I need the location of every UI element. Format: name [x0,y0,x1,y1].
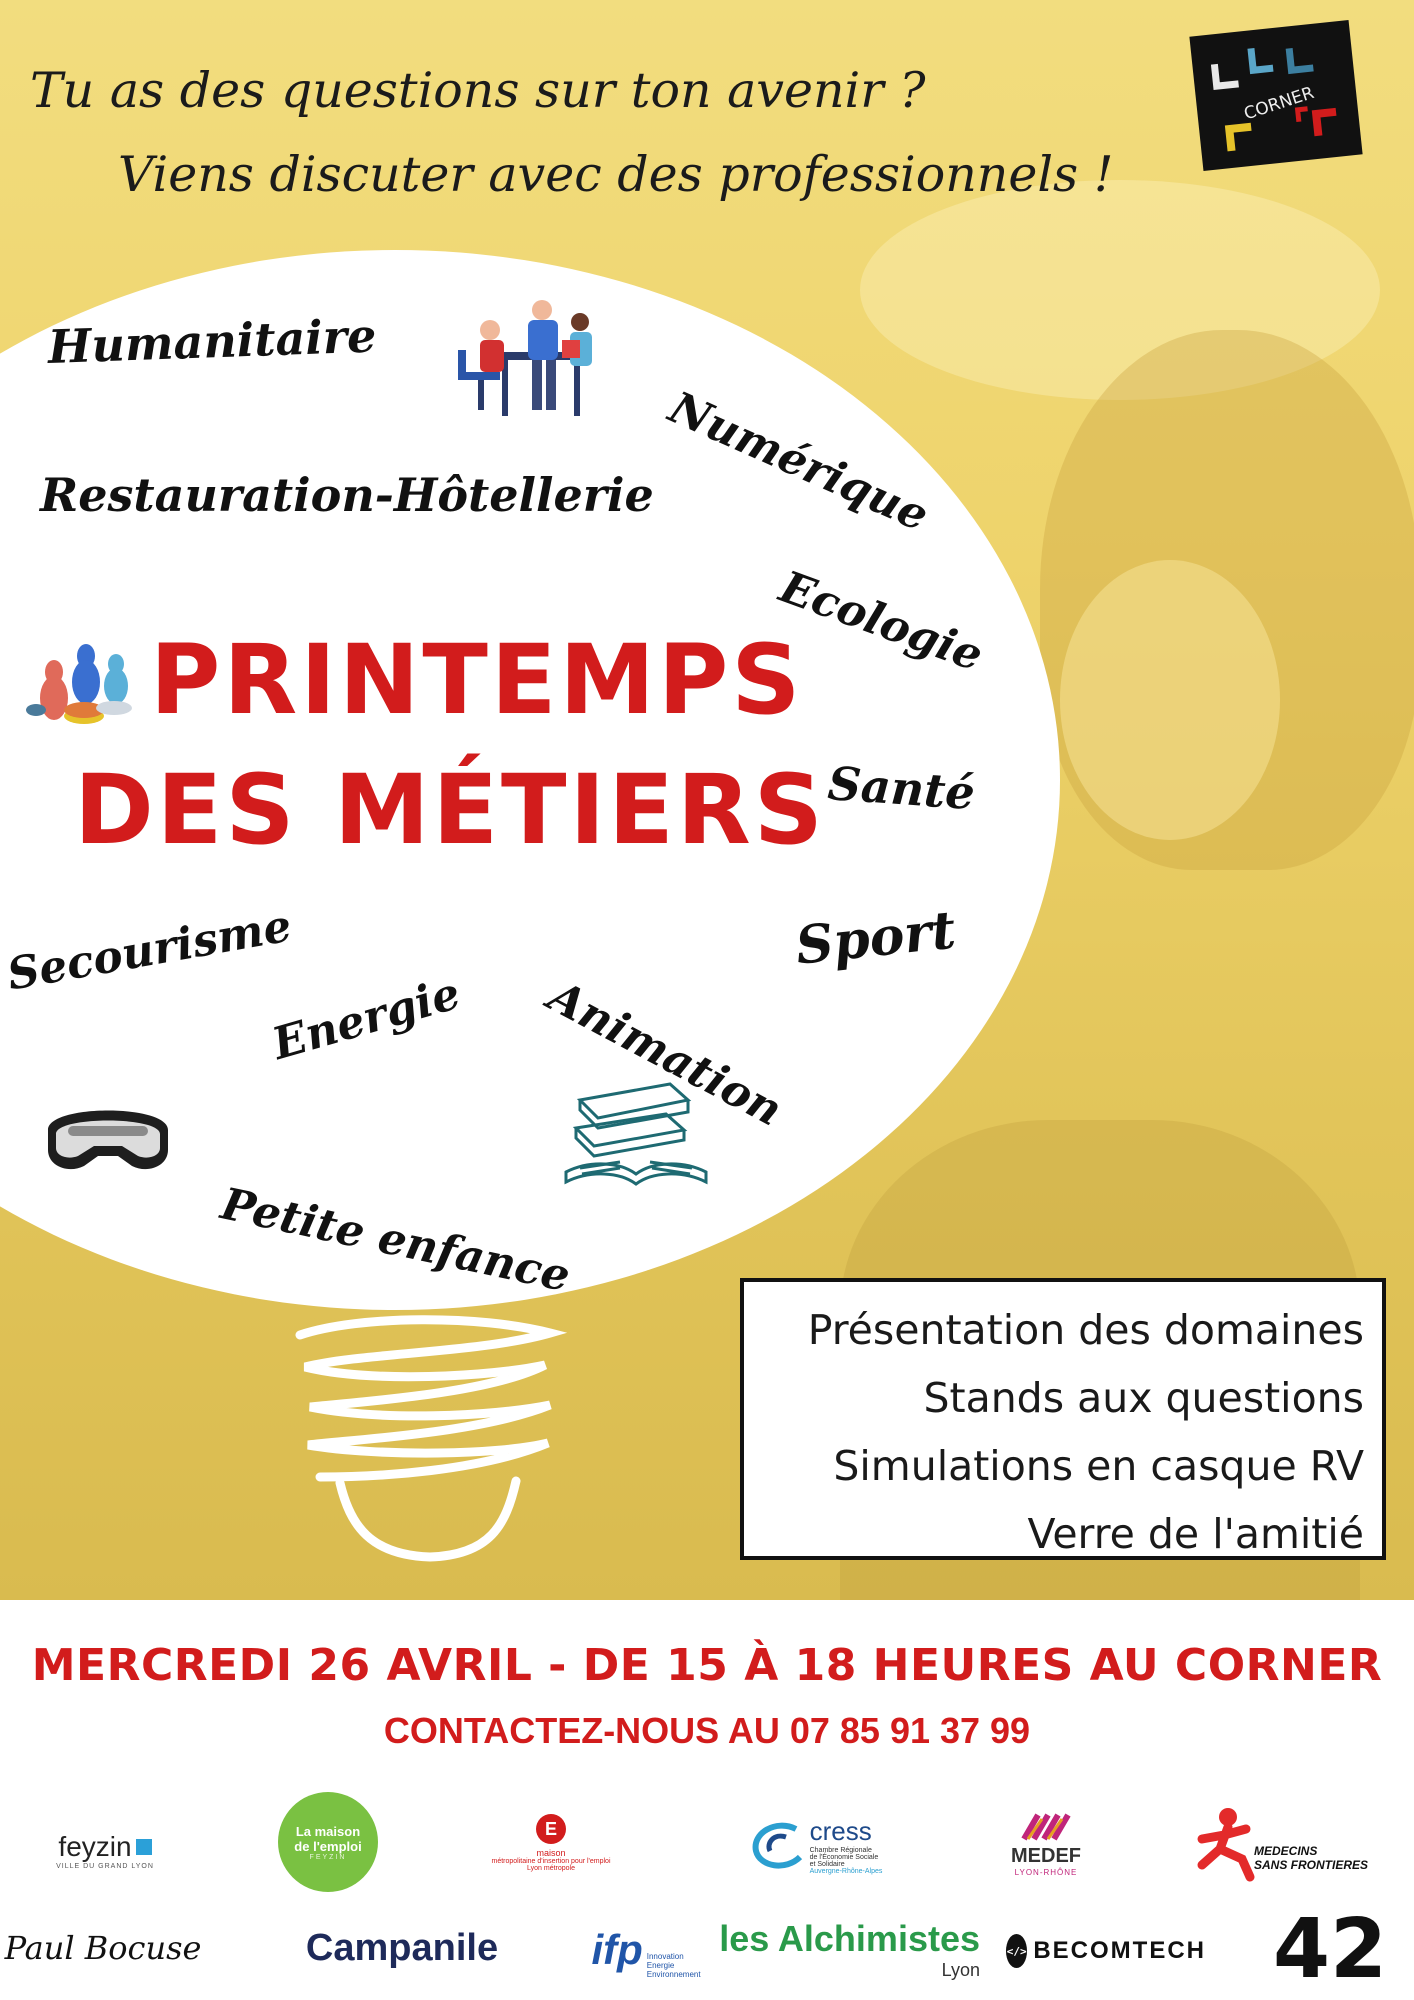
event-title-line-2: DES MÉTIERS [74,754,826,866]
campanile-logo-text: Campanile [305,1926,499,1969]
event-date: MERCREDI 26 AVRIL - DE 15 À 18 HEURES AU CORNER [31,1640,1383,1691]
activity-item: Verre de l'amitié [1027,1510,1364,1558]
corner-logo [1189,20,1362,171]
ifp-logo-subtext-3: Environnement [646,1969,701,1979]
vr-headset-icon [38,1090,178,1180]
domain-animation: Animation [540,970,791,1137]
ifp-logo-subtext-2: Energie [646,1960,675,1970]
medef-logo-subtext: LYON-RHÔNE [1014,1868,1078,1877]
alchimistes-logo-text: les Alchimistes [719,1917,980,1959]
bocuse-logo-text: Paul Bocuse [4,1929,202,1967]
maison-metro-logo-text: maison [536,1848,566,1858]
lightbulb-base-icon [280,1305,580,1575]
bowling-pins-icon [26,632,138,732]
domain-restauration: Restauration-Hôtellerie [40,468,654,522]
maison-emploi-logo-text: La maison de l'emploi [294,1823,362,1854]
domain-humanitaire: Humanitaire [47,308,378,374]
msf-logo-text-2: SANS FRONTIERES [1253,1858,1368,1872]
cress-logo-subtext-3: et Solidaire [809,1860,845,1868]
partner-logo-feyzin [30,1820,180,1880]
cress-logo-subtext-4: Auvergne-Rhône-Alpes [809,1867,883,1875]
maison-metro-logo-subtext: métropolitaine d'insertion pour l'emploi [491,1858,611,1865]
people-meeting-icon [450,290,610,430]
ifp-logo-subtext-1: Innovation [646,1951,684,1961]
feyzin-logo-text: feyzin [58,1830,132,1862]
partner-logo-becomtech [1006,1926,1206,1976]
activity-item: Stands aux questions [923,1374,1364,1422]
medef-mark-icon [1016,1809,1076,1845]
activity-item: Simulations en casque RV [833,1442,1364,1490]
books-icon [560,1070,710,1200]
maison-emploi-logo-subtext: FEYZIN [309,1853,347,1861]
domain-numerique: Numérique [661,382,936,542]
cress-logo-subtext-1: Chambre Régionale [809,1846,872,1854]
fortytwo-logo-text: 42 [1272,1901,1388,1997]
contact-phone: CONTACTEZ-NOUS AU 07 85 91 37 99 [383,1710,1031,1751]
medef-logo-text: MEDEF [1011,1845,1081,1867]
tagline-line-1: Tu as des questions sur ton avenir ? [30,62,926,119]
domain-sport: Sport [792,899,959,977]
msf-runner-icon [1184,1803,1264,1883]
feyzin-mark-icon [136,1839,152,1855]
partner-logo-maison-emploi [278,1792,378,1892]
activities-box [740,1278,1386,1560]
domain-ecologie: Ecologie [773,561,990,682]
feyzin-logo-subtext: VILLE DU GRAND LYON [56,1862,154,1870]
activity-item: Présentation des domaines [807,1306,1364,1354]
partner-logo-maison-metropolitaine [476,1798,626,1888]
ifp-logo-text: ifp [591,1926,643,1973]
partner-logo-medef [996,1798,1096,1888]
domain-petite-enfance: Petite enfance [216,1178,575,1303]
becomtech-logo-text: BECOMTECH [1033,1937,1206,1964]
domain-secourisme: Secourisme [3,900,296,1001]
corner-logo-text: CORNER [1241,83,1317,125]
tagline-line-2: Viens discuter avec des professionnels ! [118,146,1114,203]
maison-metro-e-icon: E [536,1814,566,1844]
maison-metro-logo-subtext-2: Lyon métropole [527,1865,575,1872]
code-brackets-icon: </> [1006,1934,1027,1968]
partner-logo-42 [1270,1901,1390,1997]
partner-logo-alchimistes [719,1906,980,1992]
partner-logo-cress [724,1806,904,1884]
partner-logo-paul-bocuse [4,1918,202,1978]
cress-logo-text: cress [809,1815,872,1846]
domain-sante: Santé [826,756,977,821]
event-title-line-1: PRINTEMPS [150,624,804,736]
msf-logo-text-1: MEDECINS [1253,1844,1318,1858]
cress-logo-subtext-2: de l'Économie Sociale [809,1853,879,1861]
partner-logo-ifp [586,1910,706,1990]
cress-swirl-icon [746,1815,806,1875]
alchimistes-logo-subtext: Lyon [941,1959,980,1980]
domain-energie: Energie [266,968,466,1071]
partner-logo-campanile [282,1918,522,1978]
partner-logo-msf [1176,1798,1376,1888]
